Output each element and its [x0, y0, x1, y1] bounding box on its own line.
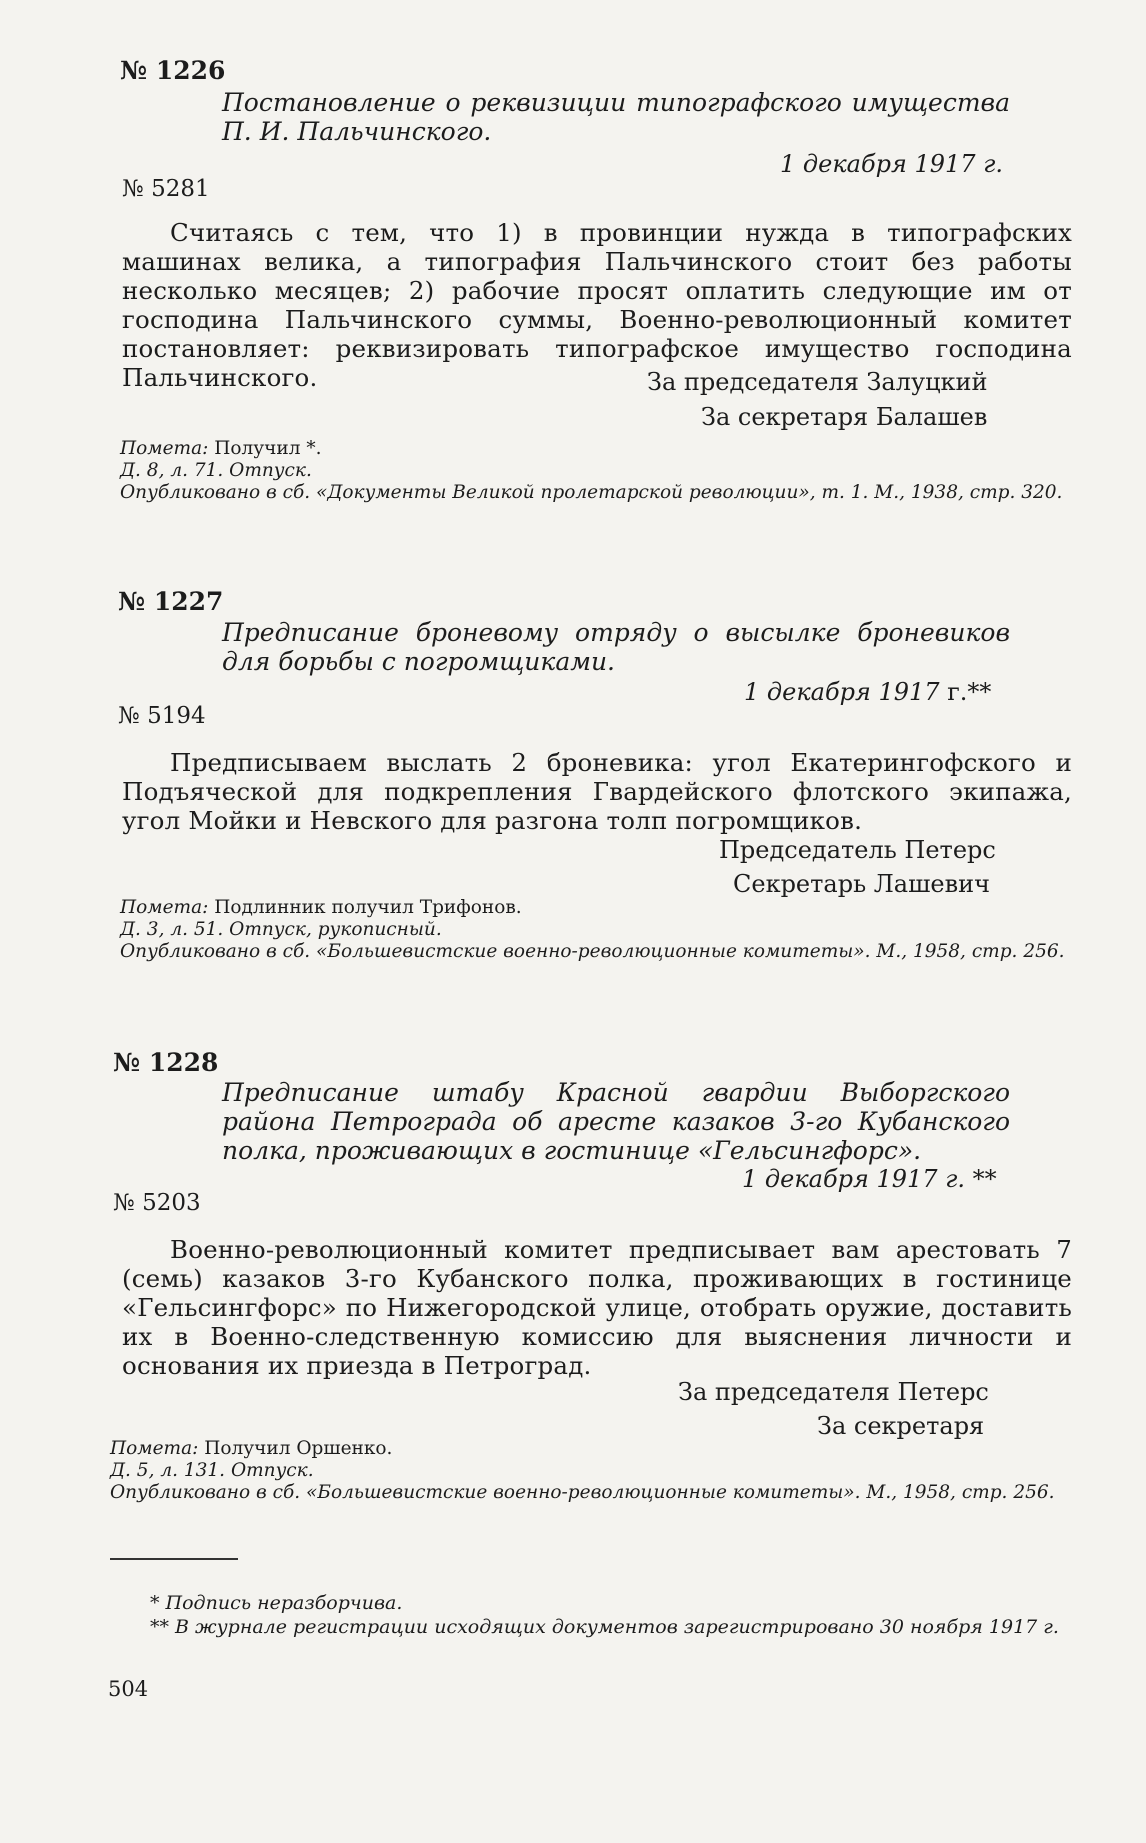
- doc-date: 1 декабря 1917 г. **: [742, 1165, 997, 1193]
- doc-note: [120, 438, 1072, 504]
- publication-ref: Опубликовано в сб. «Документы Великой пролетарской революции», т. 1. М., 1938, стр. 320.: [120, 482, 1063, 503]
- doc-body: [122, 748, 1072, 835]
- note-label: Пометa:: [120, 897, 209, 918]
- doc-note: [110, 1438, 1062, 1504]
- doc-note: [120, 897, 1072, 963]
- page-number: 504: [108, 1677, 149, 1701]
- doc-title: Предписание штабу Красной гвардии Выборгского района Петрограда об аресте казаков 3-го Кубанского полка, проживающих в гостинице «Гельсингфорс».: [222, 1078, 1010, 1165]
- doc-number: № 1226: [120, 56, 226, 85]
- doc-number: № 1228: [113, 1048, 219, 1077]
- archive-ref: Д. 5, л. 131. Отпуск.: [110, 1460, 314, 1481]
- doc-signature-2: За секретаря: [817, 1412, 985, 1440]
- footnote-1: * Подпись неразборчива.: [150, 1592, 403, 1614]
- publication-ref: Опубликовано в сб. «Большевистские военно-революционные комитеты». М., 1958, стр. 256.: [120, 941, 1065, 962]
- note-text: Подлинник получил Трифонов.: [214, 897, 522, 918]
- doc-date: [744, 678, 991, 706]
- doc-title: Предписание броневому отряду о высылке броневиков для борьбы с погромщиками.: [222, 618, 1010, 676]
- archive-ref: Д. 3, л. 51. Отпуск, рукописный.: [120, 919, 442, 940]
- archive-ref: Д. 8, л. 71. Отпуск.: [120, 460, 312, 481]
- note-label: Пометa:: [110, 1438, 199, 1459]
- note-text: Получил Оршенко.: [204, 1438, 393, 1459]
- doc-reg-number: № 5194: [118, 703, 206, 729]
- doc-body-text: Предписываем выслать 2 броневика: угол Екатерингофского и Подъяческой для подкрепления Гвардейского флотского экипажа, угол Мойки и Невского для разгона толп погромщиков.: [122, 748, 1072, 835]
- publication-ref: Опубликовано в сб. «Большевистские военно-революционные комитеты». М., 1958, стр. 256.: [110, 1482, 1055, 1503]
- note-text: Получил *.: [214, 438, 322, 459]
- doc-body: [122, 218, 1072, 392]
- doc-reg-number: № 5203: [113, 1190, 201, 1216]
- doc-signature-1: За председателя Залуцкий: [647, 368, 988, 396]
- doc-signature-2: Секретарь Лашевич: [733, 870, 991, 898]
- note-label: Помета:: [120, 438, 209, 459]
- footnote-2: ** В журнале регистрации исходящих документов зарегистрировано 30 ноября 1917 г.: [150, 1616, 1059, 1638]
- doc-body-text: Считаясь с тем, что 1) в провинции нужда в типографских машинах велика, а типография Пальчинского стоит без работы несколько месяцев; 2) рабочие просят оплатить следующие им от господина Пальчинского суммы, Военно-революционный комитет постановляет: реквизировать типографское имущество господина Пальчинского.: [122, 218, 1072, 392]
- doc-reg-number: № 5281: [122, 176, 210, 202]
- doc-signature-1: За председателя Петерс: [678, 1378, 989, 1406]
- doc-date: 1 декабря 1917 г.: [780, 150, 1003, 178]
- doc-body-text: Военно-революционный комитет предписывает вам арестовать 7 (семь) казаков 3-го Кубанского полка, проживающих в гостинице «Гельсингфорс» по Нижегородской улице, отобрать оружие, доставить их в Военно-следственную комиссию для выяснения личности и основания их приезда в Петроград.: [122, 1235, 1072, 1380]
- doc-date-suffix: г.**: [947, 678, 992, 706]
- doc-signature-1: Председатель Петерс: [719, 836, 996, 864]
- doc-title: Постановление о реквизиции типографского имущества П. И. Пальчинского.: [222, 88, 1010, 146]
- doc-date-main: 1 декабря 1917: [744, 678, 940, 706]
- doc-signature-2: За секретаря Балашев: [701, 403, 988, 431]
- doc-number: № 1227: [118, 587, 224, 616]
- doc-body: [122, 1235, 1072, 1380]
- footnote-divider: [110, 1558, 238, 1560]
